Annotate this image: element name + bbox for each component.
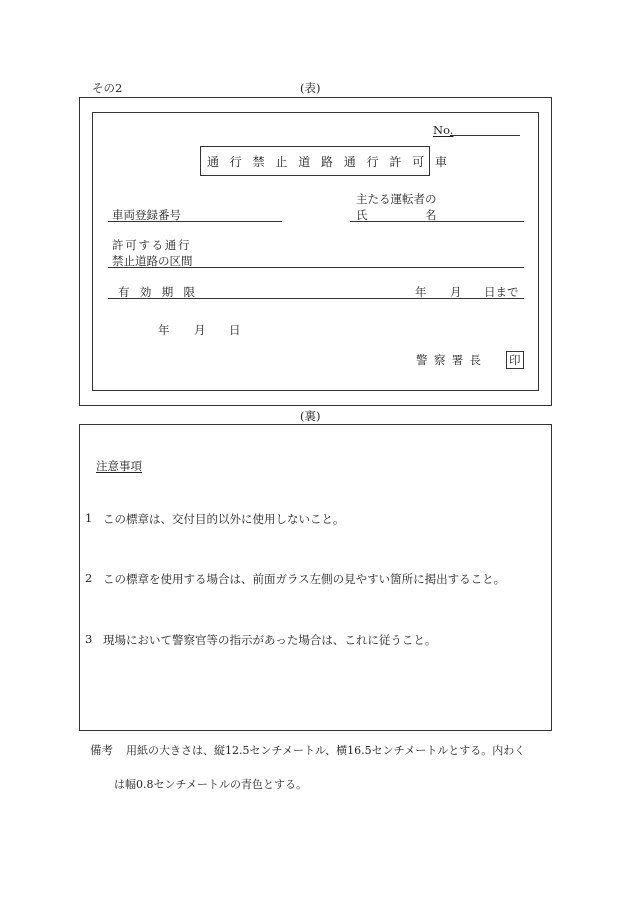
vehicle-reg-label: 車両登録番号: [112, 208, 181, 222]
note-1-number: 1: [85, 511, 93, 525]
note-2-text: この標章を使用する場合は、前面ガラス左側の見やすい箇所に掲出すること。: [103, 572, 506, 586]
road-label-1: 許可する通行: [112, 238, 192, 252]
driver-label-2b: 名: [425, 208, 437, 222]
remarks-label: 備考: [90, 743, 113, 757]
issue-day: 日: [229, 323, 241, 337]
validity-until: 日まで: [484, 285, 519, 299]
remarks-line-2: は幅0.8センチメートルの青色とする。: [114, 778, 308, 791]
note-3-text: 現場において警察官等の指示があった場合は、これに従うこと。: [103, 633, 437, 647]
page-label: その2: [92, 81, 123, 95]
seal-mark: 印: [506, 351, 524, 369]
validity-month: 月: [450, 285, 462, 299]
road-label-2: 禁止道路の区間: [112, 254, 193, 268]
note-3-number: 3: [85, 632, 93, 646]
notes-title: 注意事項: [96, 459, 142, 473]
issue-month: 月: [194, 323, 206, 337]
permit-title: 通行禁止道路通行許可車: [207, 155, 458, 169]
issue-year: 年: [158, 323, 170, 337]
number-line: [450, 135, 520, 136]
front-label: (表): [300, 81, 321, 95]
validity-year: 年: [415, 285, 427, 299]
driver-label-2a: 氏: [356, 208, 368, 222]
driver-line: [350, 221, 524, 222]
back-label: (裏): [300, 409, 321, 423]
note-2-number: 2: [85, 571, 93, 585]
chief-label: 警察署長: [416, 353, 488, 367]
remarks-line-1: 用紙の大きさは、縦12.5センチメートル、横16.5センチメートルとする。内わく: [126, 744, 526, 757]
driver-label-1: 主たる運転者の: [356, 192, 437, 206]
validity-line: [108, 298, 524, 299]
validity-label: 有効期限: [118, 285, 206, 299]
road-line: [108, 267, 524, 268]
vehicle-reg-line: [108, 221, 282, 222]
note-1-text: この標章は、交付目的以外に使用しないこと。: [103, 512, 345, 526]
number-label: No.: [433, 123, 454, 137]
